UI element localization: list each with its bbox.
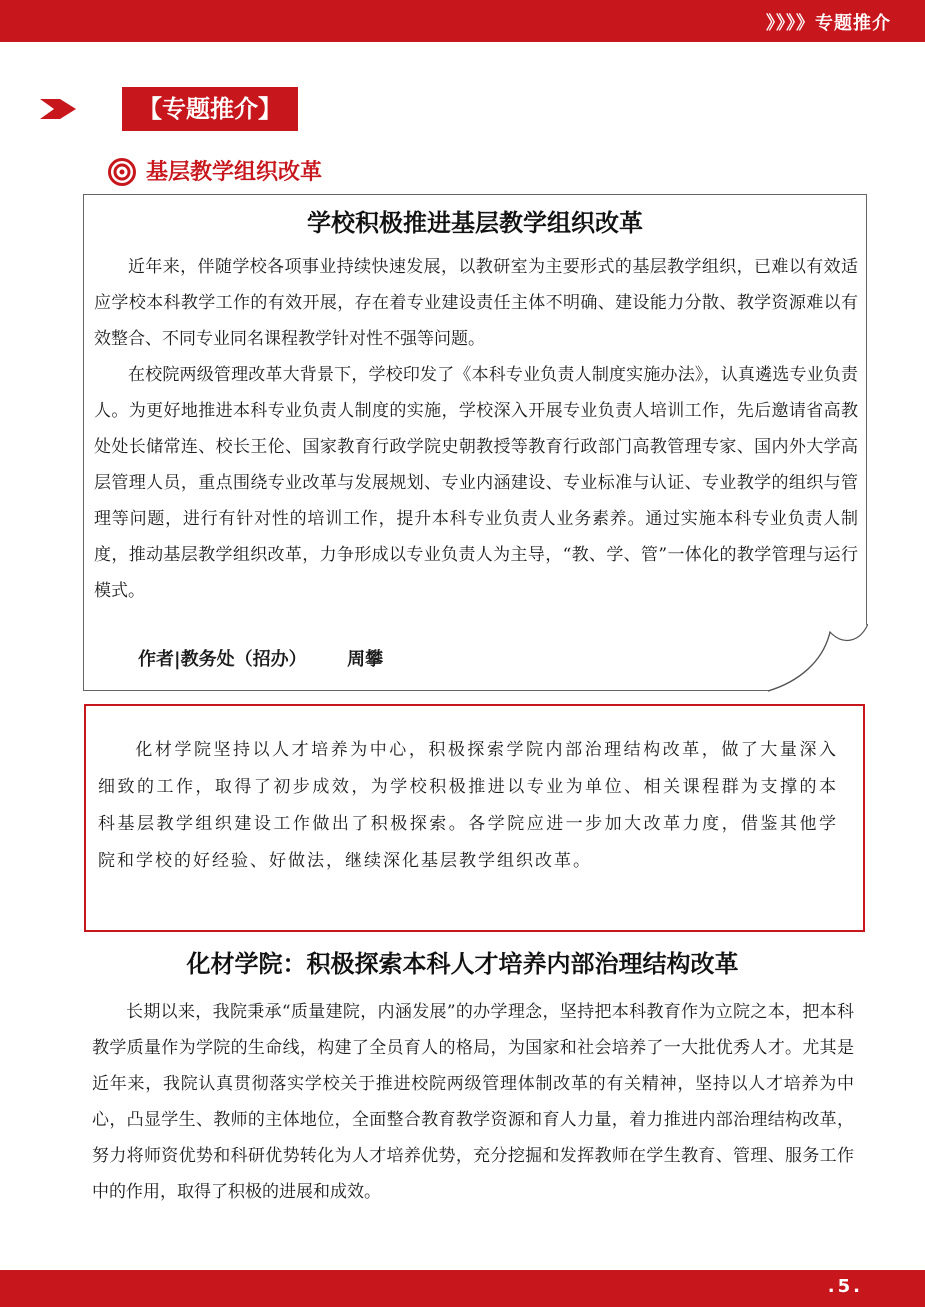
header-bar <box>0 0 925 42</box>
article-author <box>138 645 383 671</box>
author-label: 作者|教务处（招办） <box>138 649 307 670</box>
author-name: 周攀 <box>347 649 384 670</box>
article-title: 学校积极推进基层教学组织改革 <box>307 209 643 237</box>
arrow-icon <box>40 97 76 121</box>
section-tag-label: 【专题推介】 <box>122 87 298 131</box>
page-curl-decoration <box>768 624 868 692</box>
target-icon <box>108 158 136 186</box>
page-number: .5. <box>827 1276 863 1297</box>
commentary-text: 化材学院坚持以人才培养为中心，积极探索学院内部治理结构改革，做了大量深入细致的工作，取得了初步成效，为学校积极推进以专业为单位、相关课程群为支撑的本科基层教学组织建设工作做出了积极探索。各学院应进一步加大改革力度，借鉴其他学院和学校的好经验、好做法，继续深化基层教学组织改革。 <box>98 740 838 871</box>
commentary-box <box>84 704 865 932</box>
footer-bar <box>0 1270 925 1307</box>
article2-title: 化材学院：积极探索本科人才培养内部治理结构改革 <box>186 950 739 978</box>
article-box <box>83 194 867 691</box>
subheading-label: 基层教学组织改革 <box>146 159 323 185</box>
article-paragraph: 在校院两级管理改革大背景下，学校印发了《本科专业负责人制度实施办法》，认真遴选专业负责人。为更好地推进本科专业负责人制度的实施，学校深入开展专业负责人培训工作，先后邀请省高教处处长储常连、校长王伦、国家教育行政学院史朝教授等教育行政部门高教管理专家、国内外大学高层管理人员，重点围绕专业改革与发展规划、专业内涵建设、专业标准与认证、专业教学的组织与管理等问题，进行有针对性的培训工作，提升本科专业负责人业务素养。通过实施本科专业负责人制度，推动基层教学组织改革，力争形成以专业负责人为主导，“教、学、管”一体化的教学管理与运行模式。 <box>94 365 858 601</box>
article-body <box>94 249 858 609</box>
article2-paragraph: 长期以来，我院秉承“质量建院，内涵发展”的办学理念，坚持把本科教育作为立院之本，把本科教学质量作为学院的生命线，构建了全员育人的格局，为国家和社会培养了一大批优秀人才。尤其是近年来，我院认真贯彻落实学校关于推进校院两级管理体制改革的有关精神，坚持以人才培养为中心，凸显学生、教师的主体地位，全面整合教育教学资源和育人力量，着力推进内部治理结构改革，努力将师资优势和科研优势转化为人才培养优势，充分挖掘和发挥教师在学生教育、管理、服务工作中的作用，取得了积极的进展和成效。 <box>92 1002 854 1202</box>
article-paragraph: 近年来，伴随学校各项事业持续快速发展，以教研室为主要形式的基层教学组织，已难以有效适应学校本科教学工作的有效开展，存在着专业建设责任主体不明确、建设能力分散、教学资源难以有效整合、不同专业同名课程教学针对性不强等问题。 <box>94 257 858 349</box>
section-label: 》》》》专题推介 <box>766 13 891 34</box>
